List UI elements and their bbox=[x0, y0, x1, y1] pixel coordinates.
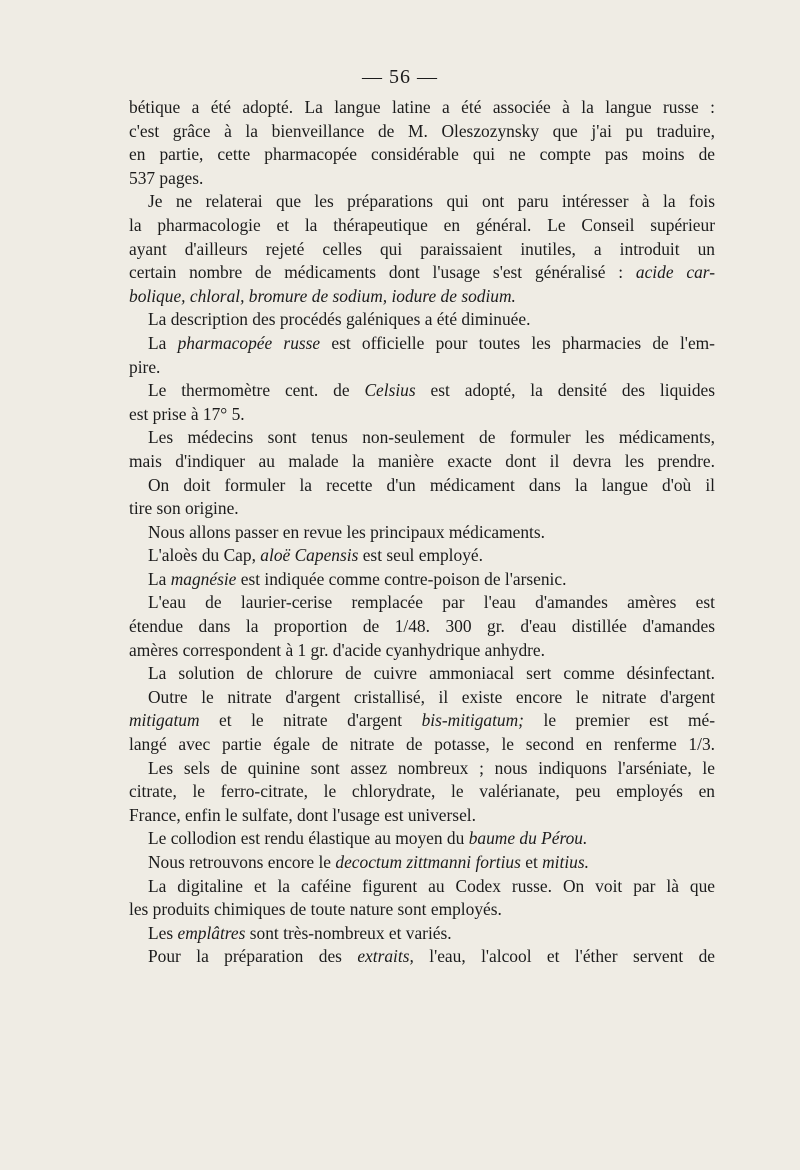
text-segment: Les bbox=[148, 922, 178, 943]
italic-text: aloë Capensis bbox=[260, 545, 359, 566]
text-line bbox=[129, 898, 715, 922]
text-segment: et le nitrate d'argent bbox=[199, 710, 422, 731]
text-line bbox=[129, 615, 715, 639]
text-line bbox=[129, 662, 715, 686]
text-line bbox=[129, 497, 715, 521]
text-segment: l'eau, l'alcool et l'éther servent de bbox=[413, 946, 715, 967]
text-segment: ayant d'ailleurs rejeté celles qui paraissaient inutiles, a introduit un bbox=[129, 238, 715, 259]
text-segment: L'aloès du Cap, bbox=[148, 545, 261, 566]
text-segment: la pharmacologie et la thérapeutique en général. Le Conseil supérieur bbox=[129, 214, 715, 235]
text-segment: est prise à 17° 5. bbox=[129, 403, 245, 424]
text-segment: La digitaline et la caféine figurent au Codex russe. On voit par là que bbox=[148, 875, 715, 896]
text-line bbox=[129, 261, 715, 285]
text-segment: Les sels de quinine sont assez nombreux ; nous indiquons l'arséniate, le bbox=[148, 757, 715, 778]
text-segment: Nous allons passer en revue les principaux médicaments. bbox=[148, 521, 545, 542]
text-line bbox=[129, 733, 715, 757]
italic-text: bolique, chloral, bromure de sodium, iodure de sodium. bbox=[129, 285, 516, 306]
italic-text: decoctum zittmanni fortius bbox=[335, 852, 521, 872]
text-line bbox=[129, 757, 715, 781]
text-segment: Nous retrouvons encore le bbox=[148, 852, 336, 872]
text-line bbox=[129, 332, 715, 356]
text-line bbox=[129, 521, 715, 545]
text-line bbox=[129, 709, 715, 733]
text-segment: citrate, le ferro-citrate, le chlorydrate, le valérianate, peu employés en bbox=[129, 781, 715, 802]
text-line bbox=[129, 285, 715, 309]
text-line bbox=[129, 804, 715, 828]
text-line bbox=[129, 591, 715, 615]
text-line bbox=[129, 851, 715, 875]
text-segment: est adopté, la densité des liquides bbox=[415, 380, 716, 401]
italic-text: extraits, bbox=[357, 946, 414, 967]
text-segment: La description des procédés galéniques a été diminuée. bbox=[148, 309, 531, 330]
body-text bbox=[129, 96, 715, 969]
italic-text: Celsius bbox=[364, 380, 416, 401]
text-line bbox=[129, 568, 715, 592]
text-segment: Le thermomètre cent. de bbox=[148, 380, 365, 401]
text-segment: L'eau de laurier-cerise remplacée par l'eau d'amandes amères est bbox=[148, 592, 715, 613]
text-line bbox=[129, 945, 715, 969]
text-segment: certain nombre de médicaments dont l'usage s'est généralisé : bbox=[129, 262, 636, 283]
text-line bbox=[129, 827, 715, 851]
text-segment: Outre le nitrate d'argent cristallisé, il existe encore le nitrate d'argent bbox=[148, 686, 715, 707]
text-segment: est indiquée comme contre-poison de l'arsenic. bbox=[236, 568, 567, 589]
text-segment: pire. bbox=[129, 356, 161, 377]
text-segment: Les médecins sont tenus non-seulement de formuler les médicaments, bbox=[148, 427, 715, 448]
text-segment: est officielle pour toutes les pharmacies de l'em- bbox=[320, 332, 715, 353]
italic-text: baume du Pérou. bbox=[468, 828, 588, 849]
text-line bbox=[129, 238, 715, 262]
text-line bbox=[129, 544, 715, 568]
italic-text: pharmacopée russe bbox=[177, 332, 321, 353]
text-segment: 537 pages. bbox=[129, 167, 204, 188]
text-line bbox=[129, 379, 715, 403]
text-line bbox=[129, 167, 715, 191]
text-segment: étendue dans la proportion de 1/48. 300 gr. d'eau distillée d'amandes bbox=[129, 616, 715, 637]
text-segment: Pour la préparation des bbox=[148, 946, 358, 967]
text-line bbox=[129, 639, 715, 663]
text-line bbox=[129, 450, 715, 474]
text-line bbox=[129, 143, 715, 167]
text-segment: On doit formuler la recette d'un médicament dans la langue d'où il bbox=[148, 474, 715, 495]
text-segment: France, enfin le sulfate, dont l'usage est universel. bbox=[129, 804, 476, 825]
text-line bbox=[129, 96, 715, 120]
text-segment: tire son origine. bbox=[129, 498, 239, 519]
page-number: — 56 — bbox=[362, 66, 438, 88]
text-segment: et bbox=[520, 852, 543, 872]
text-segment: bétique a été adopté. La langue latine a été associée à la langue russe : bbox=[129, 97, 715, 117]
text-segment: sont très-nombreux et variés. bbox=[245, 922, 452, 943]
text-segment: est seul employé. bbox=[358, 545, 483, 566]
text-segment: Le collodion est rendu élastique au moyen du bbox=[148, 828, 469, 849]
text-line bbox=[129, 474, 715, 498]
text-segment: le premier est mé- bbox=[523, 710, 715, 731]
text-line bbox=[129, 308, 715, 332]
text-segment: La solution de chlorure de cuivre ammoniacal sert comme désinfectant. bbox=[148, 663, 715, 684]
text-line bbox=[129, 214, 715, 238]
text-segment: les produits chimiques de toute nature sont employés. bbox=[129, 899, 502, 920]
text-line bbox=[129, 922, 715, 946]
text-segment: La bbox=[148, 332, 178, 353]
italic-text: bis-mitigatum; bbox=[421, 710, 524, 731]
text-segment: mais d'indiquer au malade la manière exacte dont il devra les prendre. bbox=[129, 450, 715, 471]
text-segment: c'est grâce à la bienveillance de M. Oleszozynsky que j'ai pu traduire, bbox=[129, 120, 715, 141]
text-line bbox=[129, 780, 715, 804]
italic-text: acide car- bbox=[635, 262, 715, 283]
text-line bbox=[129, 875, 715, 899]
text-segment: en partie, cette pharmacopée considérable qui ne compte pas moins de bbox=[129, 144, 715, 165]
italic-text: mitius. bbox=[542, 852, 589, 872]
italic-text: magnésie bbox=[170, 568, 237, 589]
text-line bbox=[129, 190, 715, 214]
text-segment: La bbox=[148, 568, 171, 589]
text-line bbox=[129, 426, 715, 450]
text-line bbox=[129, 403, 715, 427]
text-line bbox=[129, 120, 715, 144]
text-segment: langé avec partie égale de nitrate de potasse, le second en renferme 1/3. bbox=[129, 734, 715, 755]
italic-text: emplâtres bbox=[177, 922, 246, 943]
text-line bbox=[129, 686, 715, 710]
italic-text: mitigatum bbox=[129, 710, 200, 731]
text-segment: Je ne relaterai que les préparations qui ont paru intéresser à la fois bbox=[148, 191, 715, 212]
text-segment: amères correspondent à 1 gr. d'acide cyanhydrique anhydre. bbox=[129, 639, 545, 660]
text-line bbox=[129, 356, 715, 380]
